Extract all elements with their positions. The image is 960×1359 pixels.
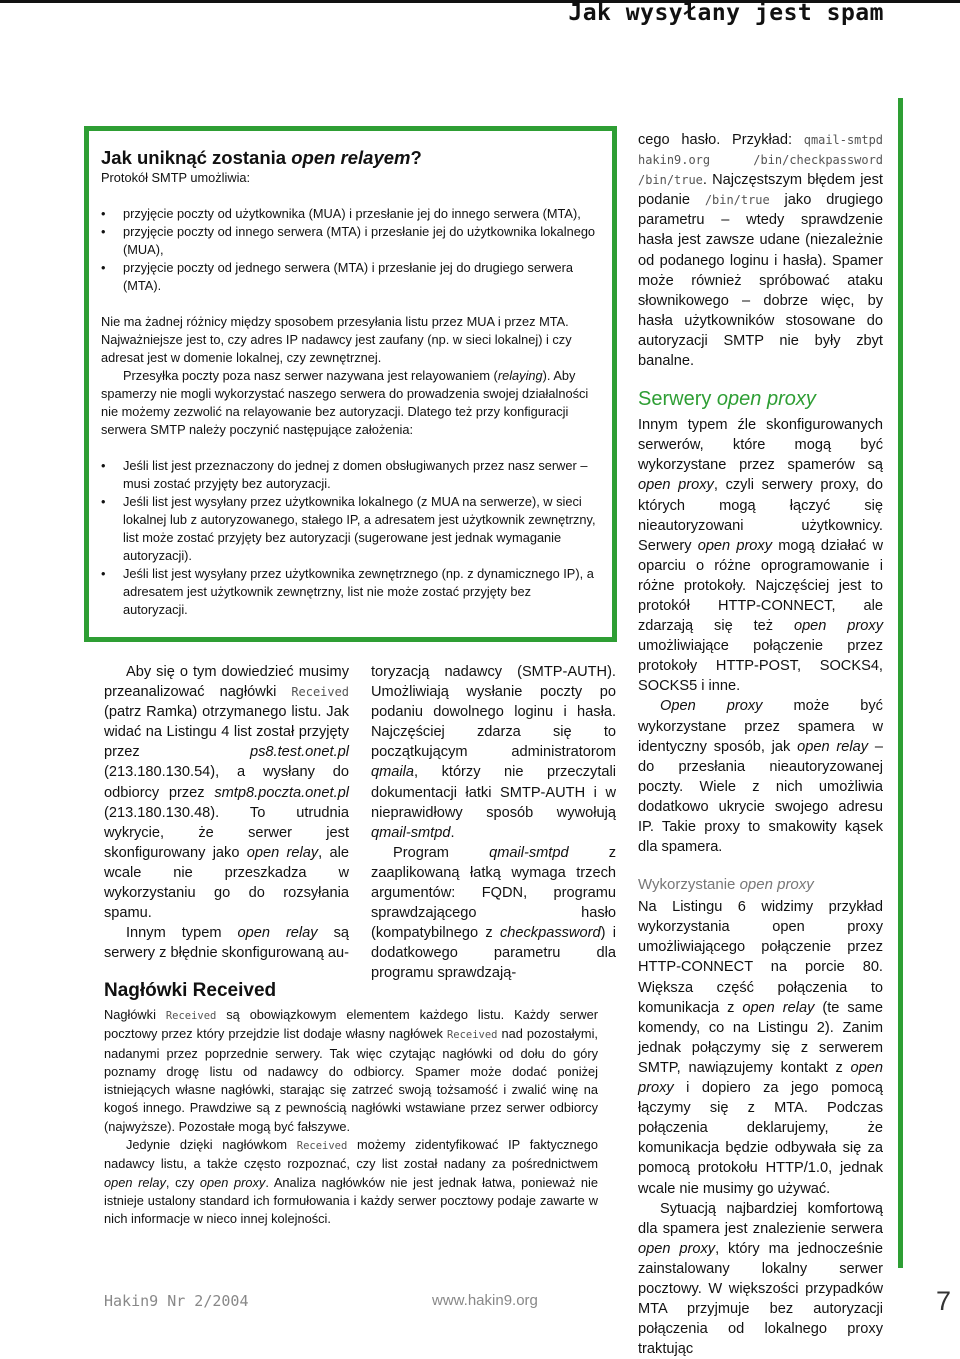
list-item: • przyjęcie poczty od innego serwera (MTA) i przesłanie jej do użytkownika lokalnego (MUA), (101, 223, 597, 259)
list-item: • Jeśli list jest wysyłany przez użytkownika lokalnego (z MUA na serwerze), w sieci lokalnej lub z autoryzowanego, stałego IP, a adresatem jest użytkownik zewnętrzny, list może zostać przyjęty bez autoryzacji (sugerowane jest jednak wymaganie autoryzacji). (101, 493, 597, 565)
box-title: Jak uniknąć zostania open relayem? (101, 147, 422, 168)
paragraph: Na Listingu 6 widzimy przykład wykorzystania open proxy umożliwiającego połączenie przez HTTP-CONNECT na porcie 80. Większa część połączenia to komunikacja z open relay (te same komendy, co na Listingu 2). Zanim jednak połączymy się z serwerem SMTP, nawiązujemy kontakt z open proxy i dopiero za jego pomocą łączymy się z MTA. Podczas połączenia deklarujemy, że komunikacja będzie odbywała się za pomocą protokołu HTTP/1.0, jednak wcale nie musimy go używać. (638, 899, 884, 1197)
list-item: • Jeśli list jest wysyłany przez użytkownika zewnętrznego (np. z dynamicznego IP), a adresatem jest użytkownik zewnętrzny, list nie może zostać przyjęty bez autoryzacji. (101, 565, 597, 619)
box-border-bottom (84, 637, 612, 642)
box-intro: Protokół SMTP umożliwia: (101, 170, 251, 185)
box-border-right (612, 126, 617, 642)
paragraph: Innym typem open relay są serwery z błędnie skonfigurowaną au- (104, 925, 350, 962)
received-headers-section (104, 980, 598, 1229)
footer-url: www.hakin9.org (432, 1292, 538, 1309)
list-item: • Jeśli list jest przeznaczony do jednej z domen obsługiwanych przez nasz serwer – musi zostać przyjęty bez autoryzacji. (101, 457, 597, 493)
relay-rules-list (101, 457, 597, 619)
sidebar-box (101, 147, 597, 625)
column-3 (638, 130, 883, 1359)
section-heading: Serwery open proxy (638, 388, 816, 411)
box-border-top (84, 126, 612, 131)
paragraph: Nagłówki Received są obowiązkowym elementem każdego listu. Każdy serwer pocztowy przez który przejdzie list dodaje własny nagłówek Received nad pozostałymi, nadanymi przez poprzednie serwery. Tak więc czytając nagłówki od dołu do góry poznamy drogę listu od nadawcy do odbiorcy. Spamer może dodać poniżej istniejących własne nagłówki, starając się zatrzeć swoją tożsamość i zwalić winę na kogoś innego. Prawdziwe są z pewnością nagłówki wstawiane przez serwer odbiorcy (najwyższe). Pozostałe mogą być fałszywe. (104, 1007, 598, 1134)
box-paragraph: Nie ma żadnej różnicy między sposobem przesyłania listu przez MUA i przez MTA. Najważniejsze jest to, czy adres IP nadawcy jest zaufany (np. w sieci lokalnej) i czy adresat jest w domenie lokalnej, czy zewnętrznej. (101, 314, 572, 365)
page-number: 7 (936, 1286, 952, 1316)
paragraph: Program qmail-smtpd z zaaplikowaną łatką wymaga trzech argumentów: FQDN, programu sprawdzającego hasło (kompatybilnego z checkpassword) i dodatkowego parametru dla programu sprawdzają- (371, 844, 616, 982)
list-item: • przyjęcie poczty od jednego serwera (MTA) i przesłanie jej do drugiego serwera (MTA). (101, 259, 597, 295)
smtp-capabilities-list (101, 205, 597, 295)
subsection-heading: Wykorzystanie open proxy (638, 876, 814, 894)
running-header: Jak wysyłany jest spam (568, 0, 884, 26)
footer-issue: Hakin9 Nr 2/2004 (104, 1292, 249, 1310)
paragraph: Aby się o tym dowiedzieć musimy przeanalizować nagłówki Received (patrz Ramka) otrzymanego listu. Jak widać na Listingu 4 list został przyjęty przez ps8.test.onet.pl (213.180.130.54), a wysłany do odbiorcy przez smtp8.poczta.onet.pl (213.180.130.48). To utrudnia wykrycie, że serwer jest skonfigurowany jako open relay, ale wcale nie przeszkadza w wykorzystaniu go do rozsyłania spamu. (104, 664, 349, 922)
section-title: Nagłówki Received (104, 980, 277, 1001)
paragraph: cego hasło. Przykład: qmail-smtpd hakin9.org /bin/checkpassword /bin/true. Najczęstszym błędem jest podanie /bin/true jako drugiego parametru – wtedy sprawdzenie hasła jest zawsze udane (niezależnie od podanego loginu i hasła). Spamer może również spróbować ataku słownikowego – dobrze więc, by hasła użytkowników stosowane do autoryzacji SMTP nie były zbyt banalne. (638, 132, 884, 370)
box-paragraph: Przesyłka poczty poza nasz serwer nazywana jest relayowaniem (relaying). Aby spamerzy nie mogli wykorzystać naszego serwera do prowadzenia swojej działalności nie możemy zezwolić na relayowanie bez autoryzacji. Dlatego też przy konfiguracji serwera SMTP należy poczynić następujące założenia: (101, 368, 589, 437)
paragraph: Innym typem źle skonfigurowanych serwerów, które mogą być wykorzystane przez spamerów są open proxy, czyli serwery proxy, do których mogą łączyć się nieautoryzowani użytkownicy. Serwery open proxy mogą działać w oparciu o różne oprogramowanie i różne protokoły. Najczęściej jest to protokół HTTP-CONNECT, ale zdarzają się też open proxy umożliwiające połączenie przez protokoły HTTP-POST, SOCKS4, SOCKS5 i inne. (638, 417, 884, 695)
paragraph: toryzacją nadawcy (SMTP-AUTH). Umożliwiają wysłanie poczty po podaniu dowolnego loginu i hasła. Najczęściej zdarza się to początkującym administratorom qmaila, którzy nie przeczytali dokumentacji łatki SMTP-AUTH i w nieprawidłowy sposób wywołują qmail-smtpd. (371, 664, 616, 841)
paragraph: Jedynie dzięki nagłówkom Received możemy zidentyfikować IP faktycznego nadawcy listu, a także często rozpoznać, czy list został nadany za pośrednictwem open relay, czy open proxy. Analiza nagłówków nie jest jednak łatwa, ponieważ nie istnieje ustalony standard ich formułowania i każdy serwer pocztowy podaje zawarte w nich informacje w nieco innej kolejności. (104, 1137, 598, 1227)
column-1 (104, 662, 349, 963)
box-border-left (84, 126, 89, 642)
list-item: • przyjęcie poczty od użytkownika (MUA) i przesłanie jej do innego serwera (MTA), (101, 205, 597, 223)
paragraph: Open proxy może być wykorzystane przez spamera w identyczny sposób, jak open relay – do przesłania nieautoryzowanej poczty. Wiele z nich umożliwia dodatkowo ukrycie swojego adresu IP. Takie proxy to smakowity kąsek dla spamera. (638, 698, 884, 856)
column-divider (898, 98, 903, 1268)
paragraph: Sytuacją najbardziej komfortową dla spamera jest znalezienie serwera open proxy, który ma jednocześnie zainstalowany lokalny serwer pocztowy. W większości przypadków MTA przyjmuje bez autoryzacji połączenia od lokalnego proxy traktując (638, 1200, 883, 1358)
column-2 (371, 662, 616, 984)
